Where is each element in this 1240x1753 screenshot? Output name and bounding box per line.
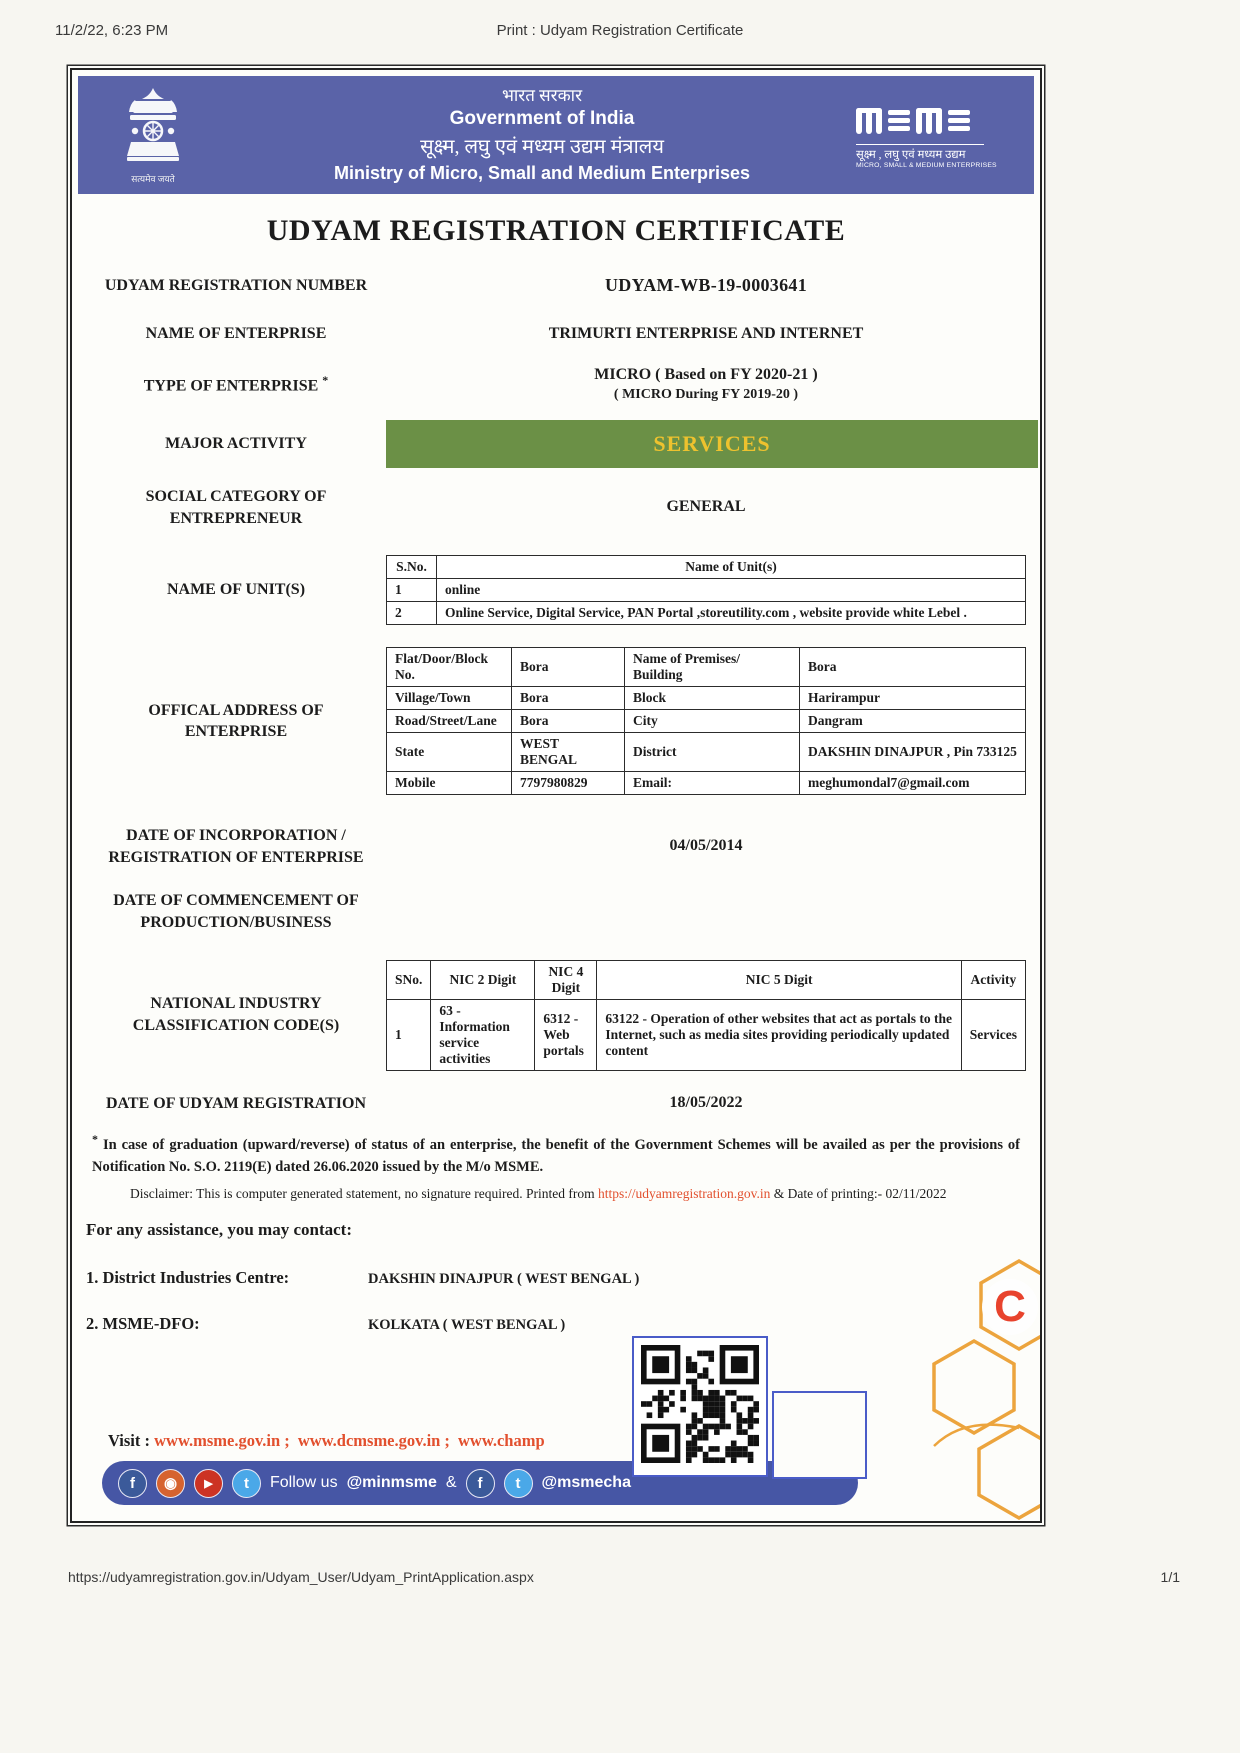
hexagon-decoration (854, 1231, 1042, 1523)
nic-2digit-value: 63 - Information service activities (431, 999, 535, 1070)
nic-table (386, 960, 1026, 1071)
table-row (387, 648, 1026, 687)
footnote-asterisk: * (92, 1132, 98, 1147)
major-activity-banner (386, 420, 1038, 468)
follow-us-text: Follow us (270, 1474, 338, 1491)
dcmsme-gov-link[interactable]: www.dcmsme.gov.in (297, 1431, 441, 1450)
udyam-registration-link[interactable]: https://udyamregistration.gov.in (598, 1186, 771, 1202)
table-row (387, 772, 1026, 795)
ministry-hindi: सूक्ष्म, लघु एवं मध्यम उद्यम मंत्रालय (420, 135, 664, 158)
udyam-registration-date-label: DATE OF UDYAM REGISTRATION (105, 1094, 367, 1112)
address-cell-value: Bora (800, 648, 1026, 687)
print-timestamp: 11/2/22, 6:23 PM (55, 22, 169, 39)
champions-logo (982, 1279, 1038, 1335)
nic-col-2digit: NIC 2 Digit (431, 960, 535, 999)
units-col-sno: S.No. (387, 556, 437, 579)
enterprise-type-label: TYPE OF ENTERPRISE * (143, 373, 329, 395)
commencement-date-label: DATE OF COMMENCEMENT OF PRODUCTION/BUSINESS (113, 892, 359, 931)
nic-codes-label: NATIONAL INDUSTRY CLASSIFICATION CODE(S) (132, 995, 340, 1035)
nic-4digit-value: 6312 - Web portals (535, 999, 597, 1070)
units-header-row (387, 556, 1026, 579)
emblem-motto: सत्यमेव जयते (131, 173, 175, 184)
address-cell-label: Village/Town (387, 687, 512, 710)
district-industries-centre-value: DAKSHIN DINAJPUR ( WEST BENGAL ) (368, 1271, 640, 1288)
address-cell-label: Mobile (387, 772, 512, 795)
type-asterisk: * (322, 373, 329, 388)
emblem-of-india (78, 86, 228, 185)
nic-5digit-value: 63122 - Operation of other websites that act as portals to the Internet, such as media sites providing periodically updated content (597, 999, 961, 1070)
ampersand: & (445, 1474, 457, 1491)
msme-logo-icon (856, 102, 984, 136)
ministry-banner (78, 76, 1034, 194)
twitter-icon[interactable]: t (232, 1469, 261, 1498)
msme-tagline-hindi: सूक्ष्म , लघु एवं मध्यम उद्यम (856, 144, 984, 162)
field-row-commencement-date (86, 890, 1026, 933)
incorporation-date-label: DATE OF INCORPORATION / REGISTRATION OF ENTERPRISE (108, 827, 364, 866)
nic-col-activity: Activity (961, 960, 1025, 999)
msme-dfo-label: 2. MSME-DFO: (86, 1314, 200, 1334)
units-col-name: Name of Unit(s) (437, 556, 1026, 579)
champions-c-letter: C (994, 1282, 1026, 1331)
address-cell-value: Dangram (800, 710, 1026, 733)
government-of-india-hindi: भारत सरकार (501, 85, 583, 105)
unit-sno: 2 (387, 602, 437, 625)
address-cell-value: WEST BENGAL (512, 733, 625, 772)
unit-name: online (437, 579, 1026, 602)
udyam-registration-date-value: 18/05/2022 (669, 1093, 743, 1111)
emblem-of-india-icon (121, 86, 185, 170)
nic-col-sno: SNo. (387, 960, 431, 999)
table-row (387, 710, 1026, 733)
address-cell-value: meghumondal7@gmail.com (800, 772, 1026, 795)
address-cell-value: 7797980829 (512, 772, 625, 795)
field-row-registration-number (86, 274, 1026, 297)
registration-number-value: UDYAM-WB-19-0003641 (604, 275, 808, 295)
social-category-label: SOCIAL CATEGORY OF ENTREPRENEUR (145, 487, 327, 527)
address-cell-label: Name of Premises/ Building (625, 648, 800, 687)
address-cell-value: Bora (512, 710, 625, 733)
address-table (386, 647, 1026, 795)
banner-titles (228, 85, 856, 185)
nic-col-5digit: NIC 5 Digit (597, 960, 961, 999)
nic-sno: 1 (387, 999, 431, 1070)
field-row-nic-codes (86, 960, 1026, 1071)
field-row-registration-date (86, 1093, 1026, 1115)
major-activity-value: SERVICES (653, 430, 771, 456)
msme-gov-link[interactable]: www.msme.gov.in (154, 1431, 281, 1450)
type-value-line2: ( MICRO During FY 2019-20 ) (613, 386, 799, 402)
disclaimer: Disclaimer: This is computer generated statement, no signature required. Printed from https://udyamregistration.gov.in & Date of printing:- 02/11/2022 (130, 1186, 947, 1202)
msme-tagline-english: MICRO, SMALL & MEDIUM ENTERPRISES (856, 161, 997, 169)
field-row-major-activity (86, 420, 1026, 468)
ministry-english: Ministry of Micro, Small and Medium Enterprises (333, 162, 751, 183)
enterprise-type-value (386, 365, 1026, 404)
qr-code (632, 1336, 768, 1477)
instagram-icon[interactable]: ◉ (156, 1469, 185, 1498)
table-row (387, 687, 1026, 710)
page-indicator: 1/1 (1160, 1569, 1180, 1585)
address-cell-value: Bora (512, 648, 625, 687)
field-row-units (86, 555, 1026, 625)
field-row-incorporation-date (86, 825, 1026, 868)
table-row (387, 999, 1026, 1070)
qr-code-image (641, 1345, 759, 1463)
table-row (387, 579, 1026, 602)
print-page-title: Print : Udyam Registration Certificate (496, 22, 744, 39)
field-row-social-category (86, 486, 1026, 529)
msme-logo (856, 102, 1034, 169)
address-cell-label: Road/Street/Lane (387, 710, 512, 733)
unit-name: Online Service, Digital Service, PAN Portal ,storeutility.com , website provide white Lebel . (437, 602, 1026, 625)
address-cell-value: Harirampur (800, 687, 1026, 710)
youtube-icon[interactable]: ▶ (194, 1469, 223, 1498)
address-cell-value: Bora (512, 687, 625, 710)
enterprise-name-label: NAME OF ENTERPRISE (145, 325, 327, 343)
visit-links: Visit : www.msme.gov.in ; www.dcmsme.gov.in ; www.champ (108, 1431, 545, 1450)
certificate-title: UDYAM REGISTRATION CERTIFICATE (266, 214, 846, 247)
print-source-url: https://udyamregistration.gov.in/Udyam_User/Udyam_PrintApplication.aspx (68, 1569, 534, 1585)
address-cell-value: DAKSHIN DINAJPUR , Pin 733125 (800, 733, 1026, 772)
address-cell-label: City (625, 710, 800, 733)
nic-activity-value: Services (961, 999, 1025, 1070)
certificate (70, 68, 1042, 1523)
address-cell-label: Flat/Door/Block No. (387, 648, 512, 687)
twitter-icon[interactable]: t (504, 1469, 533, 1498)
graduation-footnote: * In case of graduation (upward/reverse) of status of an enterprise, the benefit of the Government Schemes will be availed as per the provisions of Notification No. S.O. 2119(E) dated 26.06.2020 issued by the M/o MSME. (92, 1132, 1021, 1175)
district-industries-centre-label: 1. District Industries Centre: (86, 1268, 290, 1288)
msmecha-handle: @msmecha (541, 1474, 631, 1491)
address-cell-label: State (387, 733, 512, 772)
address-cell-label: Block (625, 687, 800, 710)
msme-dfo-value: KOLKATA ( WEST BENGAL ) (368, 1317, 566, 1334)
certificate-body (72, 274, 1040, 1334)
address-label: OFFICAL ADDRESS OF ENTERPRISE (148, 701, 324, 741)
qr-frame-secondary (772, 1391, 867, 1479)
address-cell-label: Email: (625, 772, 800, 795)
units-label: NAME OF UNIT(S) (166, 581, 306, 599)
table-row (387, 733, 1026, 772)
table-row (387, 602, 1026, 625)
facebook-icon[interactable]: f (118, 1469, 147, 1498)
assistance-heading: For any assistance, you may contact: (86, 1220, 352, 1240)
field-row-address (86, 647, 1026, 795)
field-row-enterprise-type (86, 365, 1026, 404)
units-table (386, 555, 1026, 625)
facebook-icon[interactable]: f (466, 1469, 495, 1498)
major-activity-label: MAJOR ACTIVITY (165, 435, 307, 453)
champions-gov-link[interactable]: www.champ (457, 1431, 545, 1450)
registration-number-label: UDYAM REGISTRATION NUMBER (104, 276, 368, 294)
browser-print-footer (68, 1569, 1180, 1585)
type-value-line1: MICRO ( Based on FY 2020-21 ) (594, 365, 818, 383)
unit-sno: 1 (387, 579, 437, 602)
nic-header-row (387, 960, 1026, 999)
social-category-value: GENERAL (666, 498, 746, 516)
address-cell-label: District (625, 733, 800, 772)
field-row-enterprise-name (86, 323, 1026, 345)
minmsme-handle: @minmsme (346, 1474, 437, 1491)
browser-print-header (55, 22, 1185, 39)
government-of-india: Government of India (449, 108, 635, 129)
enterprise-name-value: TRIMURTI ENTERPRISE AND INTERNET (548, 324, 864, 342)
incorporation-date-value: 04/05/2014 (669, 837, 743, 855)
nic-col-4digit: NIC 4 Digit (535, 960, 597, 999)
